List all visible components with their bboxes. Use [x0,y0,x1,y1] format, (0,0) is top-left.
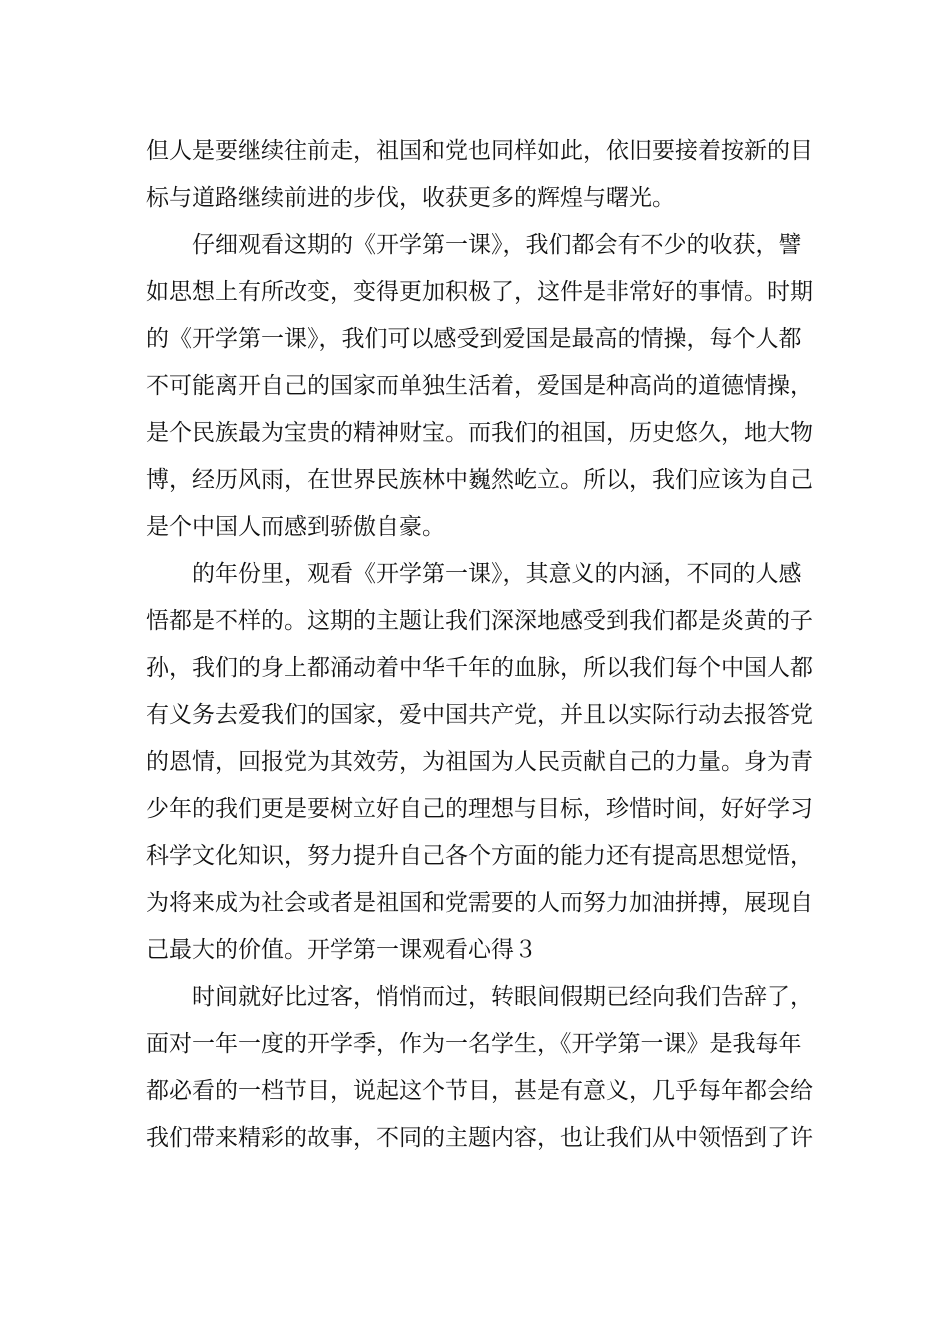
text-line: 少年的我们更是要树立好自己的理想与目标，珍惜时间，好好学习 [146,796,813,822]
text-line: 有义务去爱我们的国家，爱中国共产党，并且以实际行动去报答党 [146,702,813,728]
text-line: 仔细观看这期的《开学第一课》，我们都会有不少的收获，譬 [192,232,802,258]
text-line: 标与道路继续前进的步伐，收获更多的辉煌与曙光。 [146,185,675,211]
text-line: 孙，我们的身上都涌动着中华千年的血脉，所以我们每个中国人都 [146,655,813,681]
text-line: 己最大的价值。开学第一课观看心得３ [146,937,537,963]
text-line: 博，经历风雨，在世界民族林中巍然屹立。所以，我们应该为自己 [146,467,813,493]
text-line: 我们带来精彩的故事，不同的主题内容，也让我们从中领悟到了许 [146,1125,813,1151]
body-text [146,128,813,1162]
text-line: 都必看的一档节目，说起这个节目，甚是有意义，几乎每年都会给 [146,1078,813,1104]
text-line: 不可能离开自己的国家而单独生活着，爱国是种高尚的道德情操， [146,373,813,399]
text-line: 面对一年一度的开学季，作为一名学生，《开学第一课》是我每年 [146,1031,802,1057]
text-line: 是个民族最为宝贵的精神财宝。而我们的祖国，历史悠久，地大物 [146,420,813,446]
text-line: 时间就好比过客，悄悄而过，转眼间假期已经向我们告辞了， [192,984,813,1010]
text-line: 如思想上有所改变，变得更加积极了，这件是非常好的事情。时期 [146,279,813,305]
text-line: 悟都是不样的。这期的主题让我们深深地感受到我们都是炎黄的子 [146,608,813,634]
text-line: 的年份里，观看《开学第一课》，其意义的内涵，不同的人感 [192,561,802,587]
text-line: 但人是要继续往前走，祖国和党也同样如此，依旧要接着按新的目 [146,138,813,164]
text-line: 是个中国人而感到骄傲自豪。 [146,514,445,540]
text-line: 科学文化知识，努力提升自己各个方面的能力还有提高思想觉悟， [146,843,813,869]
text-line: 为将来成为社会或者是祖国和党需要的人而努力加油拼搏，展现自 [146,890,813,916]
text-line: 的恩情，回报党为其效劳，为祖国为人民贡献自己的力量。身为青 [146,749,813,775]
text-line: 的《开学第一课》，我们可以感受到爱国是最高的情操，每个人都 [146,326,802,352]
